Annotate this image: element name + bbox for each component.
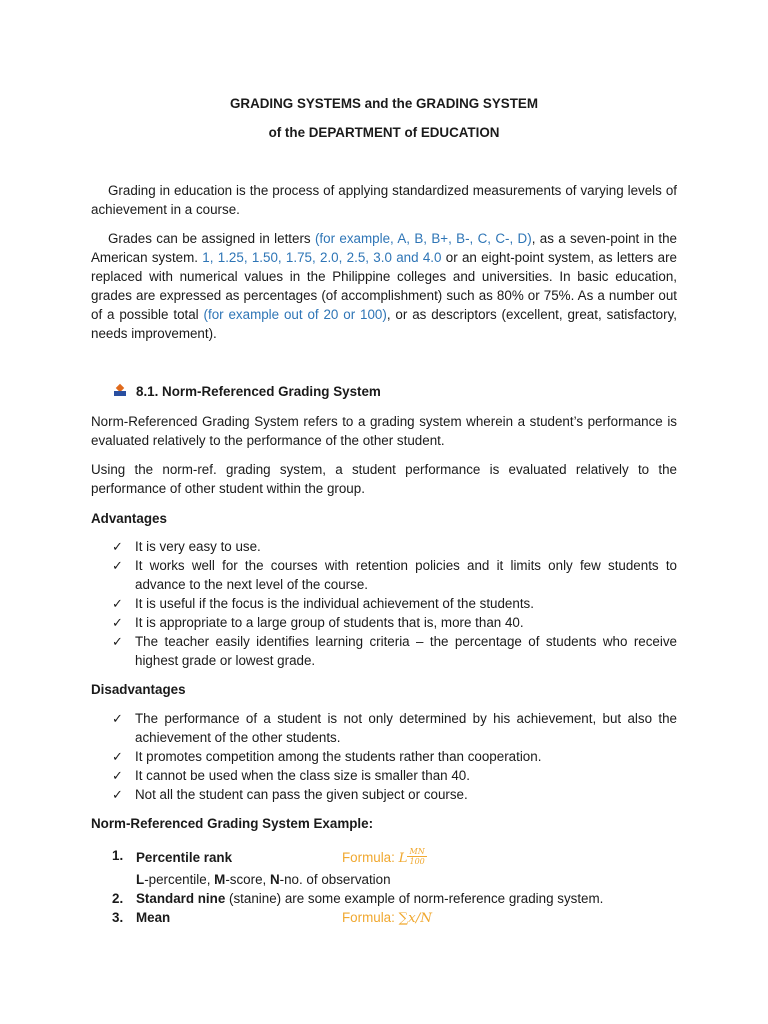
disadvantages-list	[112, 709, 677, 804]
total-example: (for example out of 20 or 100)	[203, 307, 387, 322]
intro-text: , as a seven-point in the American system.	[91, 231, 677, 265]
intro-text: Grades can be assigned in letters	[108, 231, 315, 246]
list-item: 3. Mean Formula: ∑x/N	[112, 910, 432, 926]
section-heading-text: 8.1. Norm-Referenced Grading System	[136, 384, 381, 399]
percentile-rank-label: Percentile rank	[136, 850, 233, 865]
section-heading	[114, 382, 381, 401]
mean-label: Mean	[136, 910, 171, 925]
intro-text: or an eight-point system, as letters are replaced with numerical values in the Philippine colleges and universities. In basic education, grades are expressed as percentages (of accomplishment) such as 80% or 75%. As a number out of a possible total	[91, 250, 677, 322]
list-item: 1. Percentile rank Formula: L $\frac{MN}{100}$	[112, 846, 425, 866]
mean-formula: Formula: ∑x/N	[342, 910, 432, 926]
list-item: ✓ It is useful if the focus is the individual achievement of the students.	[112, 596, 534, 611]
document-title-line-1: GRADING SYSTEMS and the GRADING SYSTEM	[229, 96, 538, 111]
check-icon: ✓	[112, 711, 123, 726]
check-icon: ✓	[112, 558, 123, 573]
section-paragraph-2: Using the norm-ref. grading system, a student performance is evaluated relatively to the performance of other student within the group.	[91, 462, 677, 496]
advantages-list	[112, 537, 677, 670]
list-item: L-percentile, M-score, N-no. of observation	[136, 872, 391, 887]
list-item: 2. Standard nine (stanine) are some example of norm-reference grading system.	[112, 891, 604, 906]
check-icon: ✓	[112, 634, 123, 649]
section-paragraph-1: Norm-Referenced Grading System refers to a grading system wherein a student’s performance is evaluated relatively to the performance of the other student.	[91, 414, 677, 448]
document-title-line-2: of the DEPARTMENT of EDUCATION	[268, 125, 500, 140]
check-icon: ✓	[112, 596, 123, 611]
letter-grade-example: (for example, A, B, B+, B-, C, C-, D)	[314, 231, 532, 246]
intro-paragraph-1: Grading in education is the process of applying standardized measurements of varying levels of achievement in a course.	[91, 183, 677, 217]
list-item: ✓ It cannot be used when the class size is smaller than 40.	[112, 768, 470, 783]
check-icon: ✓	[112, 768, 123, 783]
list-item: ✓ It works well for the courses with retention policies and it limits only few students to advance to the next level of the course.	[112, 558, 677, 592]
check-icon: ✓	[112, 615, 123, 630]
stanine-label: Standard nine	[136, 891, 226, 906]
list-item: ✓ It is very easy to use.	[112, 539, 261, 554]
disadvantages-heading: Disadvantages	[91, 682, 186, 697]
example-heading: Norm-Referenced Grading System Example:	[91, 816, 374, 831]
intro-paragraph-2	[91, 229, 677, 343]
section-bullet-icon	[114, 385, 126, 397]
list-item: ✓ It is appropriate to a large group of students that is, more than 40.	[112, 615, 524, 630]
percentile-formula: Formula: L $\frac{MN}{100}$	[342, 846, 425, 866]
check-icon: ✓	[112, 749, 123, 764]
advantages-heading: Advantages	[91, 511, 167, 526]
list-item: ✓ Not all the student can pass the given subject or course.	[112, 787, 468, 802]
check-icon: ✓	[112, 539, 123, 554]
numeric-grade-example: 1, 1.25, 1.50, 1.75, 2.0, 2.5, 3.0 and 4.0	[202, 250, 442, 265]
list-item: ✓ It promotes competition among the students rather than cooperation.	[112, 749, 542, 764]
example-list	[112, 846, 677, 927]
check-icon: ✓	[112, 787, 123, 802]
list-item: ✓ The performance of a student is not only determined by his achievement, but also the achievement of the other students.	[112, 711, 677, 745]
intro-text: , or as descriptors (excellent, great, satisfactory, needs improvement).	[91, 307, 678, 341]
list-item: ✓ The teacher easily identifies learning criteria – the percentage of students who receive highest grade or lowest grade.	[112, 634, 677, 668]
